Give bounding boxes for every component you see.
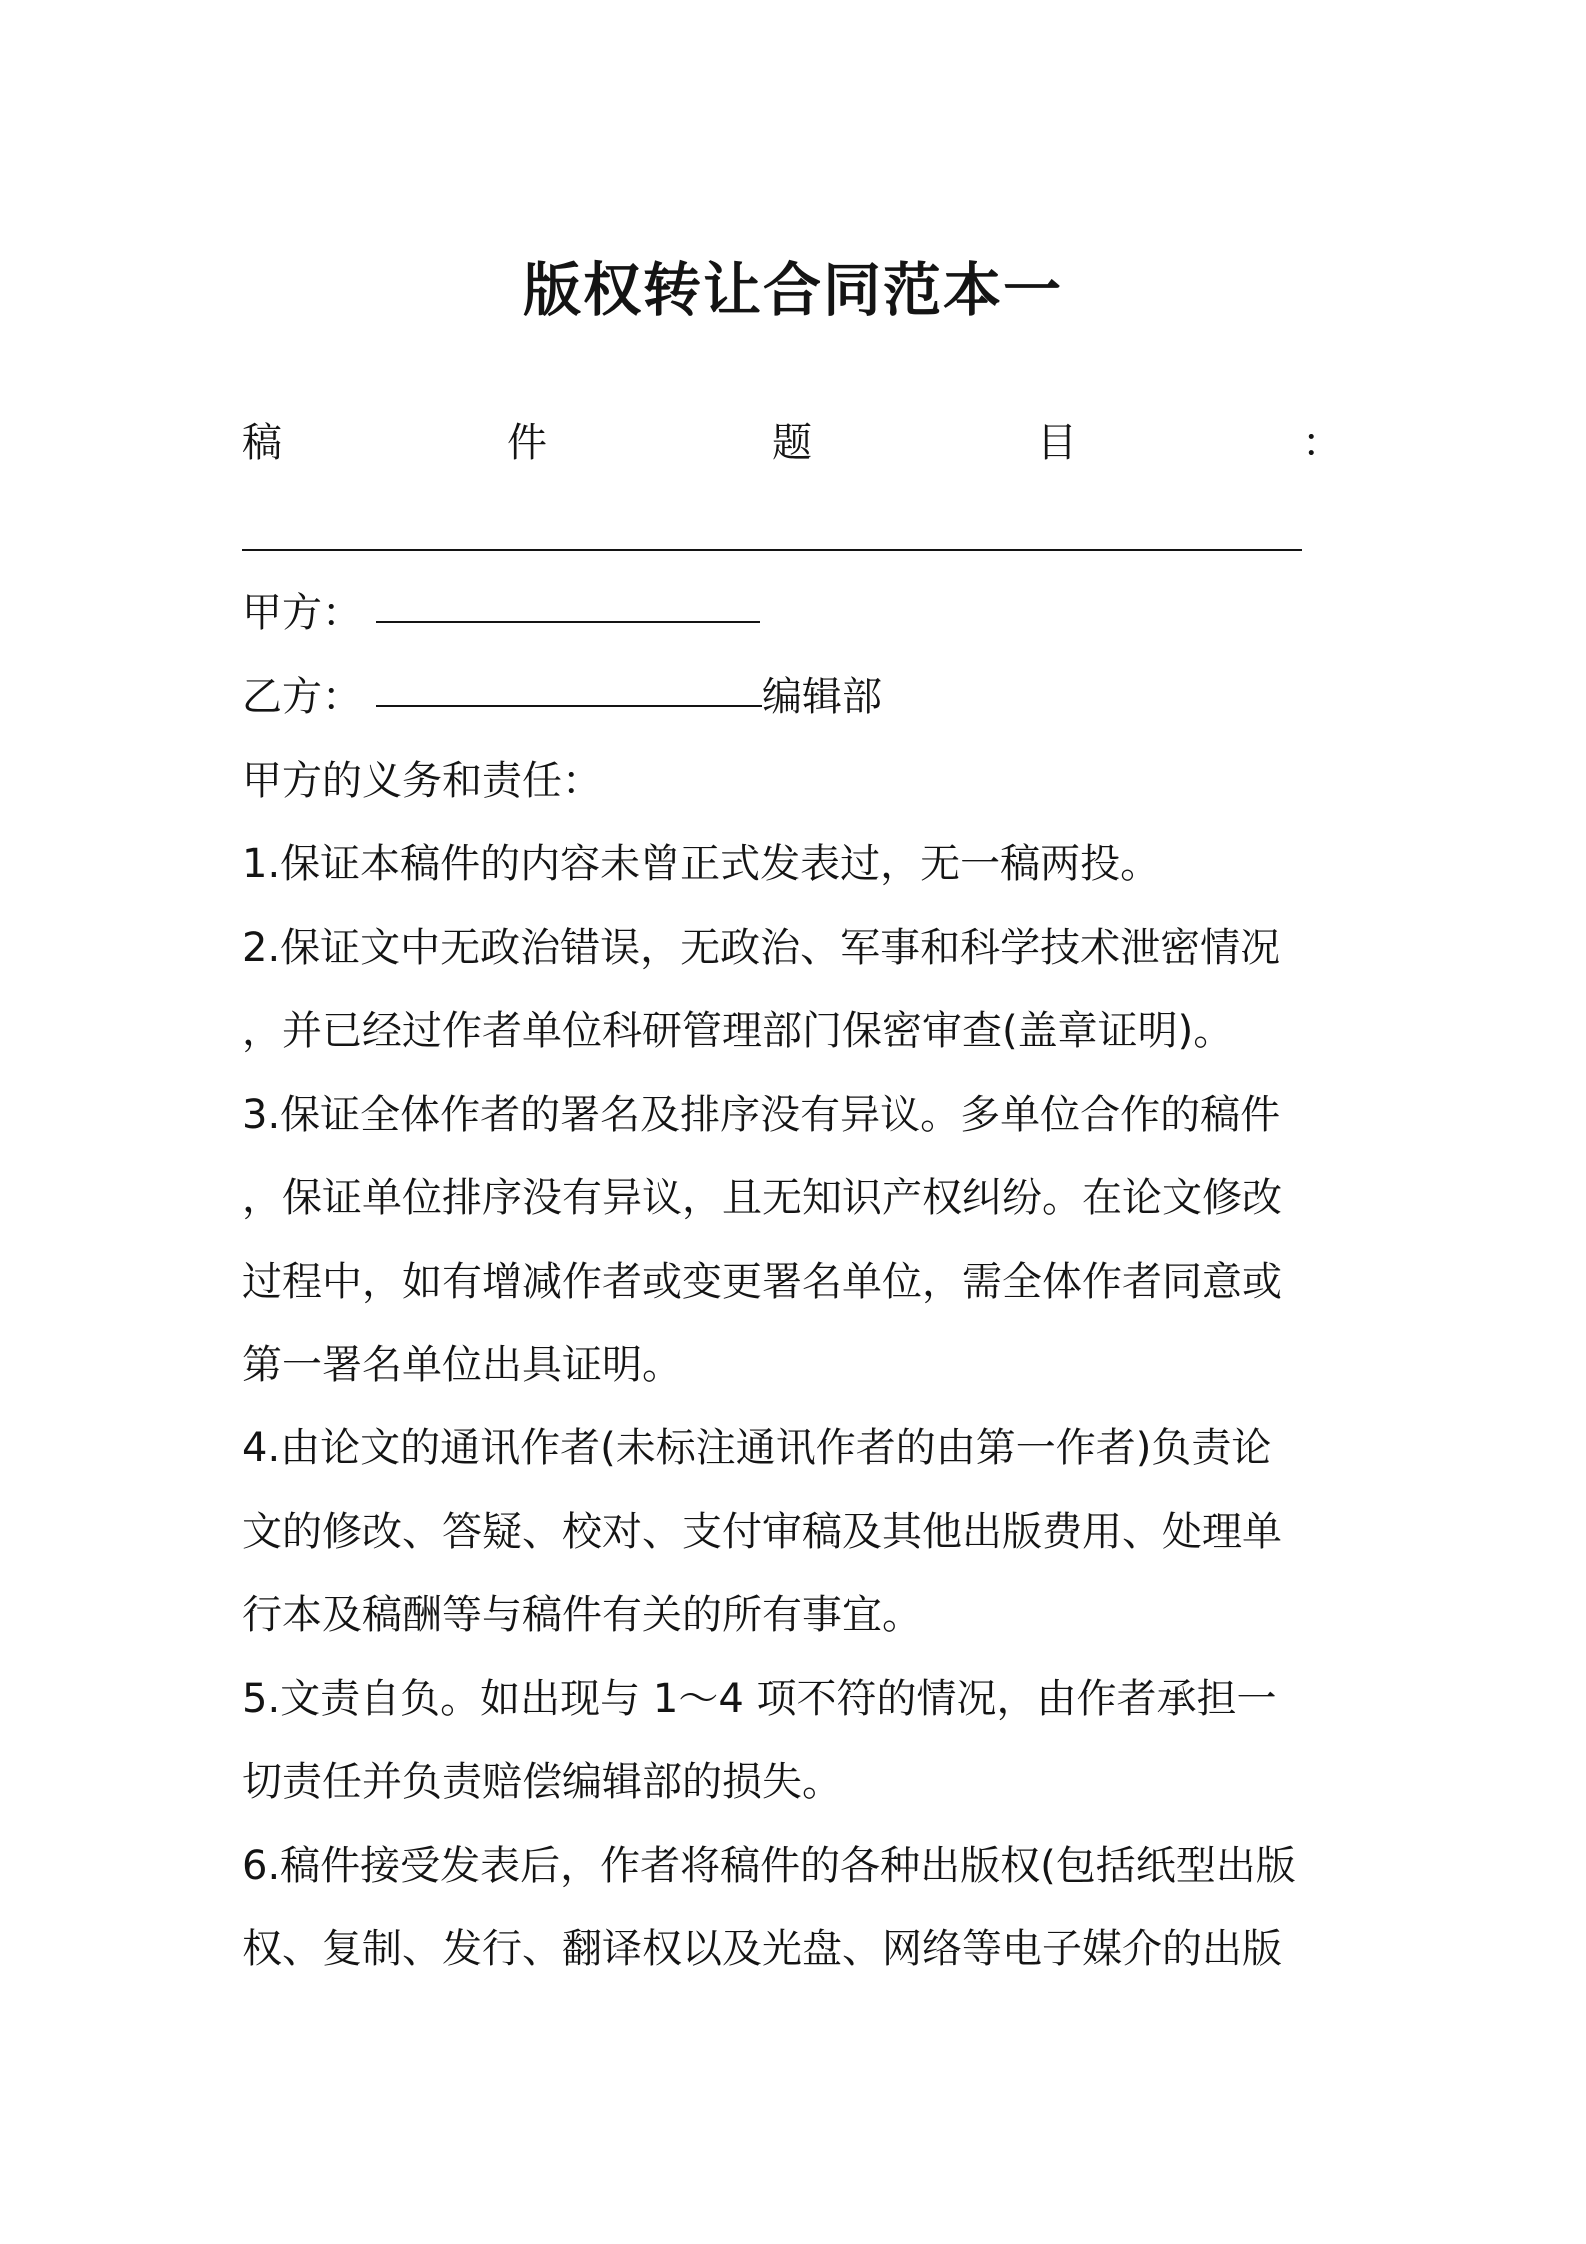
body-line: 文的修改、答疑、校对、支付审稿及其他出版费用、处理单 bbox=[242, 1509, 1282, 1555]
party-a-label: 甲方： bbox=[242, 590, 362, 636]
body-line: 权、复制、发行、翻译权以及光盘、网络等电子媒介的出版 bbox=[242, 1926, 1282, 1972]
party-b-label: 乙方： bbox=[242, 674, 362, 720]
party-b-line bbox=[242, 667, 1352, 727]
body-line: 5.文责自负。如出现与 1～4 项不符的情况，由作者承担一 bbox=[242, 1676, 1277, 1722]
party-b-blank bbox=[376, 667, 762, 707]
manuscript-title-char: 题 bbox=[772, 420, 812, 466]
document-title: 版权转让合同范本一 bbox=[522, 256, 1063, 324]
body-line: 过程中，如有增减作者或变更署名单位，需全体作者同意或 bbox=[242, 1259, 1282, 1305]
body-line: 4.由论文的通讯作者(未标注通讯作者的由第一作者)负责论 bbox=[242, 1425, 1272, 1471]
manuscript-title-char: 稿 bbox=[242, 420, 282, 466]
body-line: ，保证单位排序没有异议，且无知识产权纠纷。在论文修改 bbox=[242, 1175, 1282, 1221]
obligations-heading: 甲方的义务和责任： bbox=[242, 758, 602, 804]
party-b-suffix: 编辑部 bbox=[762, 674, 882, 720]
party-a-blank bbox=[376, 583, 760, 623]
manuscript-title-char: 件 bbox=[507, 420, 547, 466]
body-line: ，并已经过作者单位科研管理部门保密审查(盖章证明)。 bbox=[242, 1008, 1234, 1054]
body-line: 6.稿件接受发表后，作者将稿件的各种出版权(包括纸型出版 bbox=[242, 1843, 1296, 1889]
manuscript-title-char: ： bbox=[1302, 420, 1342, 466]
body-line: 1.保证本稿件的内容未曾正式发表过，无一稿两投。 bbox=[242, 841, 1161, 887]
manuscript-title-label bbox=[242, 413, 1342, 473]
body-line: 第一署名单位出具证明。 bbox=[242, 1342, 682, 1388]
manuscript-title-char: 目 bbox=[1037, 420, 1077, 466]
body-line: 3.保证全体作者的署名及排序没有异议。多单位合作的稿件 bbox=[242, 1092, 1281, 1138]
body-line: 切责任并负责赔偿编辑部的损失。 bbox=[242, 1759, 842, 1805]
party-a-line bbox=[242, 583, 1352, 643]
manuscript-title-blank bbox=[242, 549, 1302, 551]
body-line: 行本及稿酬等与稿件有关的所有事宜。 bbox=[242, 1592, 922, 1638]
body-line: 2.保证文中无政治错误，无政治、军事和科学技术泄密情况 bbox=[242, 925, 1281, 971]
